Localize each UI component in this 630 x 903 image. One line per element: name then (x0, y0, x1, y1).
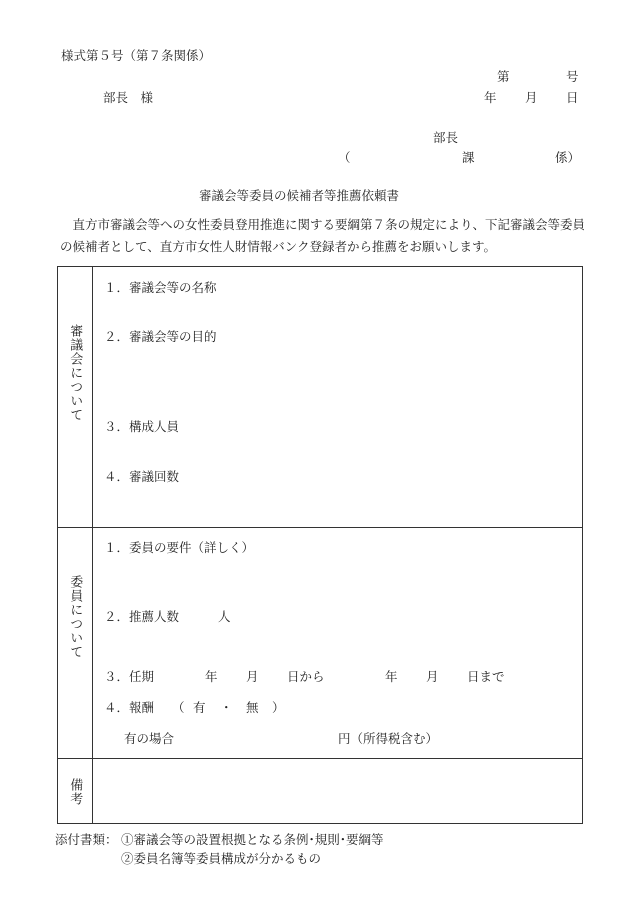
addressee: 部長 様 (103, 90, 154, 105)
sender-section: 課 (462, 150, 475, 165)
council-section-label: 審議会について (67, 324, 83, 422)
section-divider-1 (57, 527, 583, 528)
sender-open-paren: （ (338, 150, 351, 165)
term-label: ３．任期 (104, 669, 155, 684)
term-start-day: 日から (287, 669, 325, 684)
recommend-count-label: ２．推薦人数 (104, 609, 180, 624)
reward-option-no: 無 (246, 700, 259, 715)
attachment-item-2: ②委員名簿等委員構成が分かるもの (121, 851, 322, 866)
council-purpose-item: ２．審議会等の目的 (104, 329, 217, 344)
date-day: 日 (566, 90, 579, 105)
reward-label: ４．報酬 (104, 700, 155, 715)
reward-amount-unit: 円（所得税含む） (338, 731, 439, 746)
member-section-label: 委員について (67, 575, 83, 659)
reward-case-label: 有の場合 (124, 731, 175, 746)
remarks-section-label: 備考 (67, 778, 83, 806)
reward-option-yes: 有 (193, 700, 206, 715)
form-number: 様式第５号（第７条関係） (61, 48, 212, 63)
council-name-item: １．審議会等の名称 (104, 280, 217, 295)
attachment-item-1: ①審議会等の設置根拠となる条例･規則･要綱等 (121, 832, 384, 847)
reward-separator: ・ (220, 700, 233, 715)
term-end-year: 年 (385, 669, 398, 684)
term-start-month: 月 (246, 669, 259, 684)
sender-title: 部長 (433, 130, 459, 145)
request-body-text: 直方市審議会等への女性委員登用推進に関する要綱第７条の規定により、下記審議会等委員の候補者として、直方市女性人財情報バンク登録者から推薦をお願いします。 (60, 217, 586, 254)
section-divider-2 (57, 758, 583, 759)
document-title: 審議会等委員の候補者等推薦依頼書 (199, 188, 400, 203)
date-month: 月 (525, 90, 538, 105)
attachments-label: 添付書類： (55, 832, 118, 847)
document-number-prefix: 第 (497, 69, 510, 84)
sender-subsection: 係） (555, 150, 581, 165)
council-members-item: ３．構成人員 (104, 419, 180, 434)
term-start-year: 年 (205, 669, 218, 684)
reward-open-paren: （ (172, 700, 185, 715)
reward-close-paren: ） (272, 700, 285, 715)
label-column-divider (92, 266, 93, 824)
date-year: 年 (484, 90, 497, 105)
recommend-count-unit: 人 (218, 609, 231, 624)
document-number-suffix: 号 (566, 69, 579, 84)
term-end-month: 月 (426, 669, 439, 684)
council-meetings-item: ４．審議回数 (104, 469, 180, 484)
term-end-day: 日まで (467, 669, 505, 684)
member-requirements-item: １．委員の要件（詳しく） (104, 540, 255, 555)
